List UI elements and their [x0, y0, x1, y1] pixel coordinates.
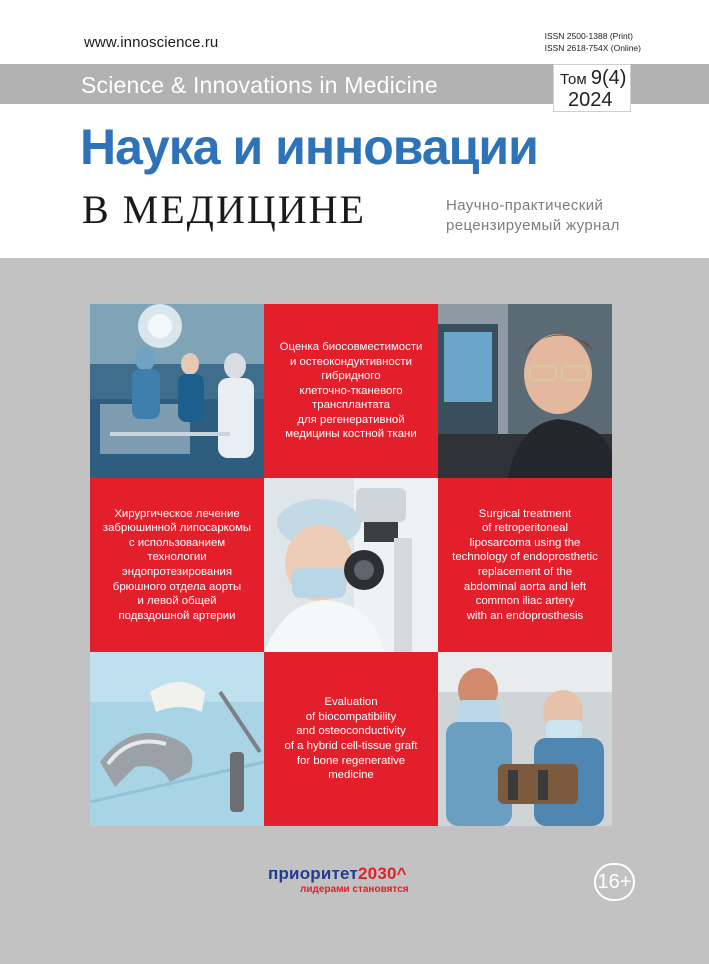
issue-year: 2024 [568, 89, 613, 111]
journal-description [446, 196, 620, 236]
microscope-image [264, 478, 438, 652]
description-line-2: рецензируемый журнал [446, 217, 620, 234]
photo-surgeons [438, 652, 612, 826]
article-ru-surgery-text: Хирургическое лечение забрюшинной липосаркомы с использованием технологии эндопротезирования брюшного отдела аорты и левой общей подвздошной артерии [102, 507, 252, 622]
issn-print: ISSN 2500-1388 (Print) [544, 31, 633, 41]
issn-block [545, 30, 641, 54]
website-url[interactable]: www.innoscience.ru [84, 34, 219, 51]
article-ru-graft-text: Оценка биосовместимости и остеокондуктивности гибридного клеточно-тканевого трансплантата для регенеративной медицины костной ткани [279, 340, 423, 441]
photo-microscope [264, 478, 438, 652]
article-en-graft[interactable] [264, 652, 438, 826]
operating-room-image [90, 304, 264, 478]
issn-online: ISSN 2618-754X (Online) [544, 43, 641, 53]
priority-2030-logo [268, 864, 409, 895]
article-ru-graft[interactable] [264, 304, 438, 478]
english-title: Science & Innovations in Medicine [81, 72, 438, 98]
journal-subtitle: В МЕДИЦИНЕ [82, 187, 366, 232]
volume-number: 9 [590, 67, 602, 89]
journal-title: Наука и инновации [80, 119, 538, 175]
researcher-image [438, 304, 612, 478]
article-en-graft-text: Evaluation of biocompatibility and osteoconductivity of a hybrid cell-tissue graft for bone regenerative medicine [284, 696, 418, 782]
logo-tagline: лидерами становятся [300, 884, 409, 895]
logo-main-text: приоритет [268, 864, 359, 883]
photo-researcher [438, 304, 612, 478]
article-ru-surgery[interactable] [90, 478, 264, 652]
logo-year: 2030 [358, 864, 397, 883]
article-en-surgery-text: Surgical treatment of retroperitoneal liposarcoma using the technology of endoprosthetic replacement of the abdominal aorta and left common iliac artery with an endoprosthesis [452, 507, 598, 622]
age-rating-badge: 16+ [594, 863, 635, 901]
issue-volume [560, 67, 626, 90]
article-en-surgery[interactable] [438, 478, 612, 652]
photo-implant [90, 652, 264, 826]
issue-box [553, 64, 631, 112]
logo-wordmark [268, 864, 409, 884]
photo-operating-room [90, 304, 264, 478]
logo-mark: ^ [396, 864, 407, 883]
implant-image [90, 652, 264, 826]
article-grid [90, 304, 612, 826]
description-line-1: Научно-практический [446, 197, 604, 214]
surgeons-image [438, 652, 612, 826]
issue-number: (4) [601, 67, 627, 89]
volume-label: Том [560, 71, 587, 88]
